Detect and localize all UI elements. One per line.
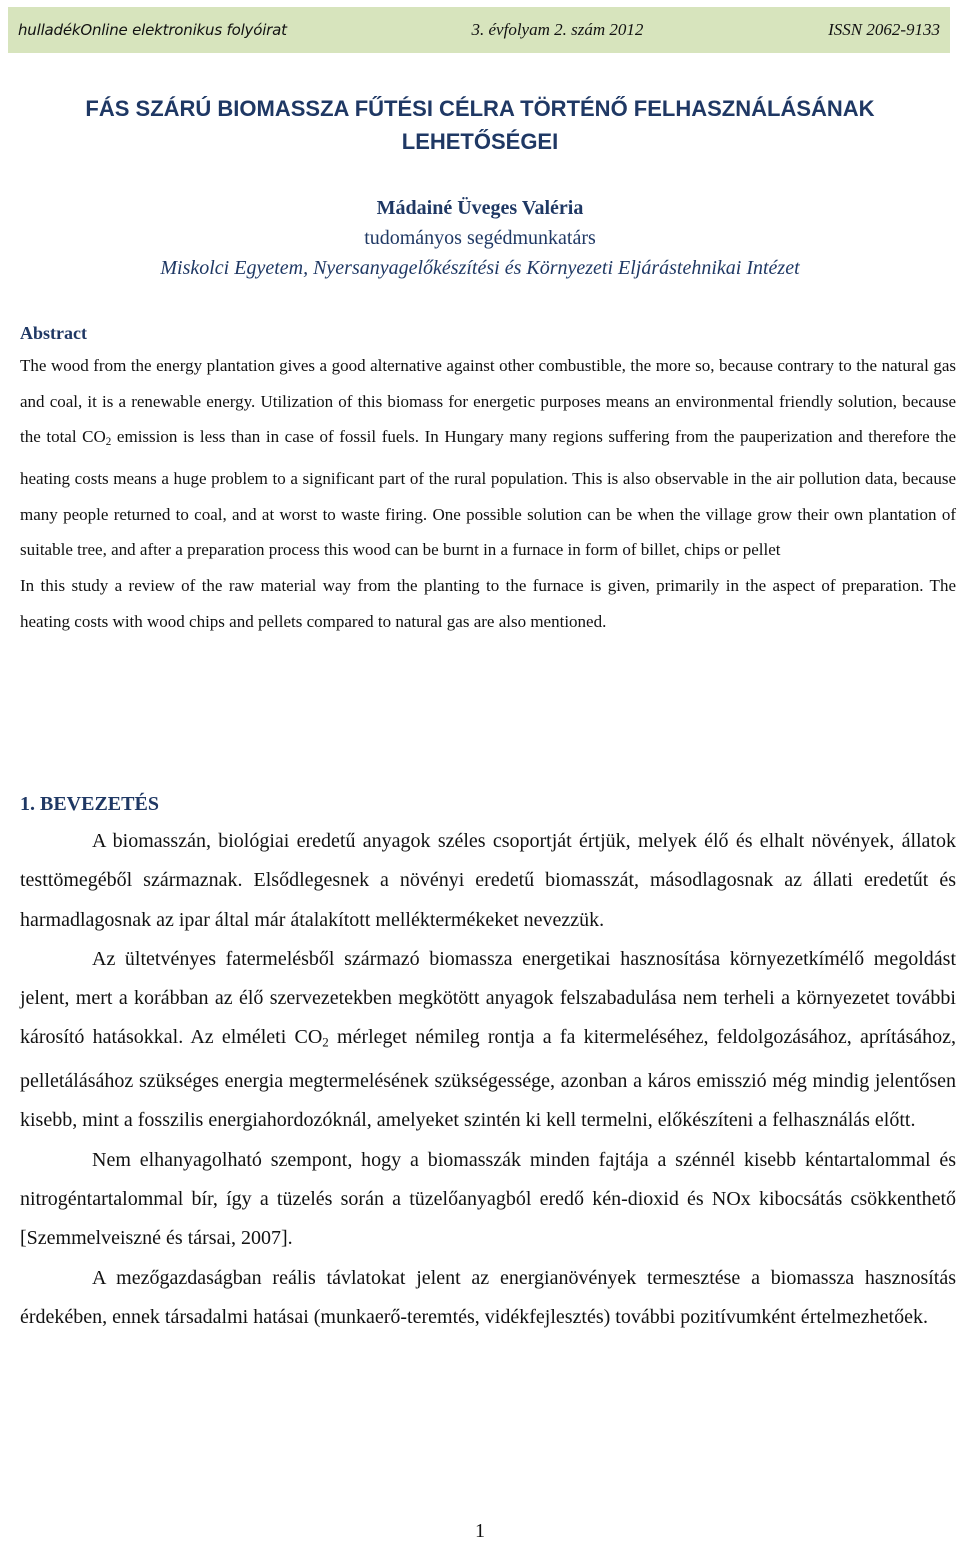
page-number: 1	[475, 1520, 485, 1542]
abstract-paragraph-2: In this study a review of the raw material way from the planting to the furnace is given, primarily in the aspect of preparation. The heating costs with wood chips and pellets compared to natural gas are also mentioned.	[20, 575, 956, 631]
intro-paragraph-4: A mezőgazdaságban reális távlatokat jelent az energianövények termesztése a biomassza hasznosítás érdekében, ennek társadalmi hatásai (munkaerő-teremtés, vidékfejlesztés) további pozitívumként értelmezhetőek.	[20, 1266, 956, 1328]
abstract-p1-text-b: emission is less than in case of fossil fuels. In Hungary many regions suffering from the pauperization and therefore the heating costs means a huge problem to a significant part of the rural population. This is also observable in the air pollution data, because many people returned to coal, and at worst to waste firing. One possible solution can be when the village grow their own plantation of suitable tree, and after a preparation process this wood can be burnt in a furnace in form of billet, chips or pellet	[20, 427, 957, 560]
abstract-section	[20, 318, 956, 639]
intro-p2-text-b: mérleget némileg rontja a fa kitermeléséhez, feldolgozásához, aprításához, pelletálásához szükséges energia megtermelésének szükségessége, azonban a káros emisszió még mindig jelentősen kisebb, mint a fosszilis energiahordozóknál, amelyeket szintén ki kell termelni, előkészíteni a felhasználás előtt.	[20, 1026, 957, 1132]
author-name: Mádainé Üveges Valéria	[376, 197, 584, 219]
co2-subscript: 2	[105, 436, 112, 449]
journal-issue: 3. évfolyam 2. szám 2012	[471, 20, 644, 39]
journal-header-bar	[8, 7, 950, 53]
intro-paragraph-3: Nem elhanyagolható szempont, hogy a biomasszák minden fajtája a szénnél kisebb kéntartalommal és nitrogéntartalommal bír, így a tüzelés során a tüzelőanyagból eredő kén-dioxid és NOx kibocsátás csökkenthető [Szemmelveiszné és társai, 2007].	[20, 1148, 956, 1250]
abstract-p1-text-a: The wood from the energy plantation gives a good alternative against other combustible, the more so, because contrary to the natural gas and coal, it is a renewable energy. Utilization of this biomass for energetic purposes means an environmental friendly solution, because the total CO	[20, 356, 956, 447]
journal-name: hulladékOnline elektronikus folyóirat	[18, 21, 287, 39]
author-block	[20, 193, 940, 283]
intro-p2-text-a: Az ültetvényes fatermelésből származó biomassza energetikai hasznosítása környezetkímélő megoldást jelent, mert a korábban az élő szervezetekben megkötött anyagok felszabadulása nem terheli a környezetet további károsító hatásokkal. Az elméleti CO	[20, 947, 956, 1049]
co2-subscript: 2	[322, 1034, 329, 1050]
author-role: tudományos segédmunkatárs	[364, 227, 596, 249]
author-affiliation: Miskolci Egyetem, Nyersanyagelőkészítési és Környezeti Eljárástehnikai Intézet	[160, 257, 800, 279]
abstract-heading: Abstract	[20, 323, 87, 343]
intro-paragraph-2	[20, 940, 956, 1141]
journal-issn: ISSN 2062-9133	[828, 20, 940, 39]
section-heading: 1. BEVEZETÉS	[20, 793, 159, 815]
paper-title: FÁS SZÁRÚ BIOMASSZA FŰTÉSI CÉLRA TÖRTÉNŐ FELHASZNÁLÁSÁNAK LEHETŐSÉGEI	[85, 96, 875, 154]
introduction-section	[20, 786, 956, 1337]
intro-paragraph-1: A biomasszán, biológiai eredetű anyagok széles csoportját értjük, melyek élő és elhalt növények, állatok testtömegéből származnak. Elsődlegesnek a növényi eredetű biomasszát, másodlagosnak az állati eredetűt és harmadlagosnak az ipar által már átalakított melléktermékeket nevezzük.	[20, 830, 956, 931]
abstract-paragraph-1	[20, 348, 956, 568]
